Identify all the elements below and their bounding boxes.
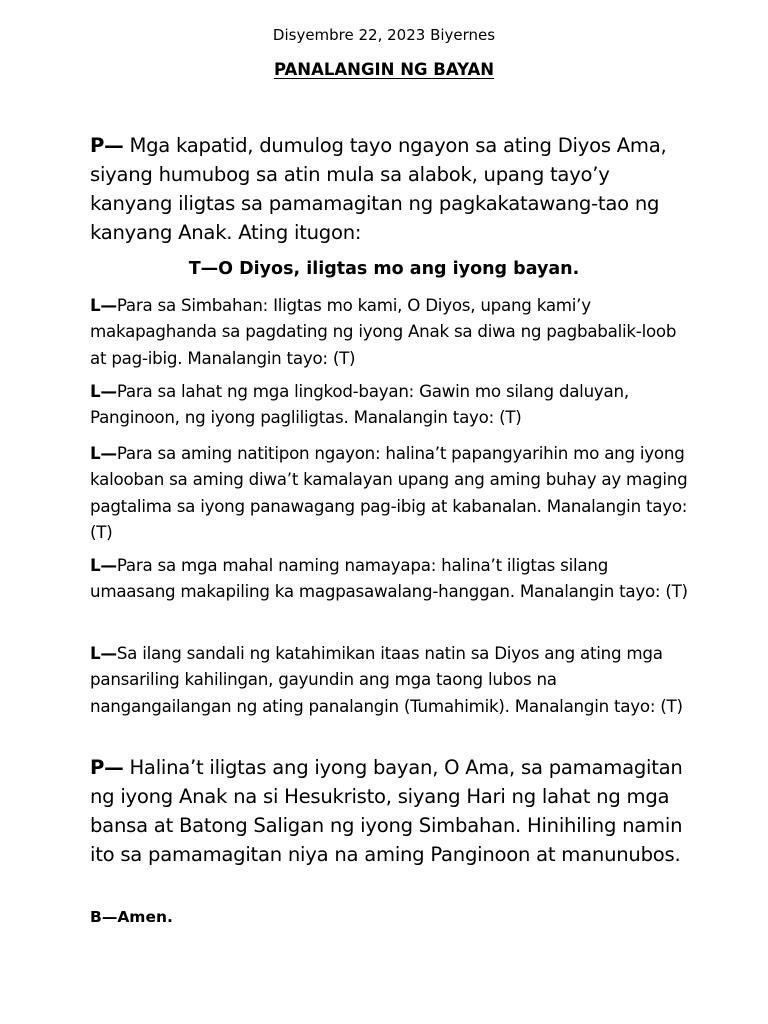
document-date: Disyembre 22, 2023 Biyernes [272,26,496,44]
petition-1 [90,292,690,371]
petition-text: Para sa mga mahal naming namayapa: halina’t iligtas silang umaasang makapiling ka magpasawalang-hanggan. Manalangin tayo: (T) [90,555,688,602]
petition-4 [90,552,690,605]
closing-paragraph [90,753,690,869]
petition-3 [90,440,690,545]
document-title: PANALANGIN NG BAYAN [273,60,495,79]
petition-speaker: L— [90,443,117,463]
petition-5 [90,640,690,719]
closing-speaker: P— [90,756,124,779]
intro-paragraph [90,131,690,247]
intro-speaker: P— [90,134,124,157]
petition-speaker: L— [90,295,117,315]
petition-speaker: L— [90,381,117,401]
amen-line: B—Amen. [90,908,173,926]
closing-text: Halina’t iligtas ang iyong bayan, O Ama, sa pamamagitan ng iyong Anak na si Hesukristo, siyang Hari ng lahat ng mga bansa at Batong Saligan ng iyong Simbahan. Hinihiling namin ito sa pamamagitan niya na aming Panginoon at manunubos. [90,756,683,866]
petition-text: Para sa Simbahan: Iligtas mo kami, O Diyos, upang kami’y makapaghanda sa pagdating ng iyong Anak sa diwa ng pagbabalik-loob at pag-ibig. Manalangin tayo: (T) [90,295,677,368]
intro-text: Mga kapatid, dumulog tayo ngayon sa ating Diyos Ama, siyang humubog sa atin mula sa alabok, upang tayo’y kanyang iligtas sa pamamagitan ng pagkakatawang-tao ng kanyang Anak. Ating itugon: [90,134,667,244]
petition-speaker: L— [90,643,117,663]
petition-text: Para sa aming natitipon ngayon: halina’t papangyarihin mo ang iyong kalooban sa aming diwa’t kamalayan upang ang aming buhay ay maging pagtalima sa iyong panawagang pag-ibig at kabanalan. Manalangin tayo: (T) [90,443,688,542]
petition-text: Sa ilang sandali ng katahimikan itaas natin sa Diyos ang ating mga pansariling kahilingan, gayundin ang mga taong lubos na nangangailangan ng ating panalangin (Tumahimik). Manalangin tayo: (T) [90,643,683,716]
petition-text: Para sa lahat ng mga lingkod-bayan: Gawin mo silang daluyan, Panginoon, ng iyong pagliligtas. Manalangin tayo: (T) [90,381,629,428]
petition-speaker: L— [90,555,117,575]
petition-2 [90,378,690,431]
response-line: T—O Diyos, iligtas mo ang iyong bayan. [188,259,580,279]
